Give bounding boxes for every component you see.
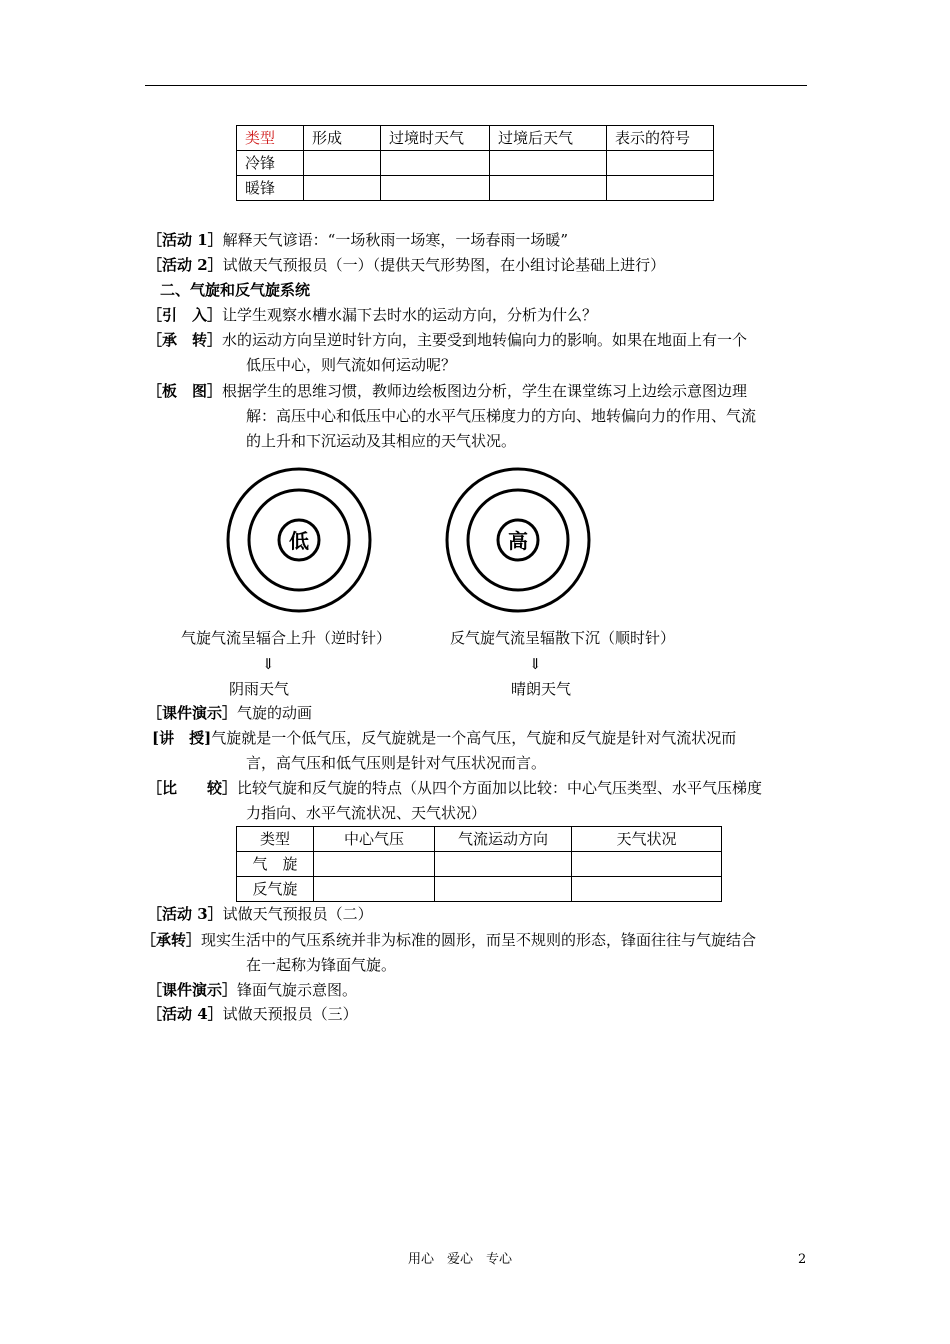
table-header-cell: 过境时天气 (381, 126, 490, 151)
lecture-text-line2: 言，高气压和低气压则是针对气压状况而言。 (246, 754, 547, 772)
table-cell: 气 旋 (237, 852, 314, 877)
demo-tag: ［课件演示］ (147, 981, 238, 999)
activity-text: 试做天气预报员（二） (222, 905, 373, 923)
table-header-cell: 表示的符号 (607, 126, 714, 151)
transition-1-cont: 低压中心，则气流如何运动呢？ (246, 356, 457, 374)
board-text-line2: 解：高压中心和低压中心的水平气压梯度力的方向、地转偏向力的作用、气流 (246, 407, 757, 425)
demo-text: 锋面气旋示意图。 (237, 981, 358, 999)
compare-text-line2: 力指向、水平气流状况、天气状况） (246, 804, 487, 822)
table-cell (572, 877, 722, 902)
transition-2 (141, 928, 756, 952)
table-header-row (237, 126, 714, 151)
table-cell: 反气旋 (237, 877, 314, 902)
page-number: 2 (798, 1252, 807, 1267)
demo-tag: ［课件演示］ (147, 704, 238, 722)
activity-2 (147, 253, 665, 277)
activity-tag: ［活动 4］ (147, 1005, 223, 1023)
compare-tag: ［比 较］ (147, 779, 238, 797)
comparison (147, 776, 762, 800)
compare-text: 比较气旋和反气旋的特点（从四个方面加以比较：中心气压类型、水平气压梯度 (237, 779, 763, 797)
activity-text: 试做天预报员（三） (222, 1005, 358, 1023)
table-header-cell: 气流运动方向 (435, 827, 572, 852)
table-cell: 暖锋 (237, 176, 304, 201)
high-label: 高 (508, 529, 528, 553)
cyclone-caption: 气旋气流呈辐合上升（逆时针） (181, 629, 392, 647)
table-cell (490, 151, 607, 176)
front-comparison-table (236, 125, 714, 201)
transition-2-cont: 在一起称为锋面气旋。 (246, 956, 397, 974)
intro-tag: ［引 入］ (147, 306, 223, 324)
table-cell (314, 852, 435, 877)
table-header-cell: 中心气压 (314, 827, 435, 852)
high-pressure-diagram (447, 469, 589, 611)
activity-text: 试做天气预报员（一）（提供天气形势图，在小组讨论基础上进行） (222, 256, 666, 274)
board-tag: ［板 图］ (147, 382, 223, 400)
table-header-cell: 类型 (237, 827, 314, 852)
low-pressure-diagram (228, 469, 370, 611)
table-cell (304, 151, 381, 176)
table-cell (314, 877, 435, 902)
courseware-demo-2 (147, 978, 357, 1002)
down-arrow-icon: ⇓ (262, 655, 275, 673)
lecture-text: 气旋就是一个低气压，反气旋就是一个高气压，气旋和反气旋是针对气流状况而 (211, 729, 737, 747)
section-title: 二、气旋和反气旋系统 (160, 281, 311, 299)
anticyclone-weather: 晴朗天气 (511, 680, 572, 698)
activity-text: 解释天气谚语：“一场秋雨一场寒，一场春雨一场暖” (222, 231, 569, 249)
pressure-system-diagram (220, 465, 610, 625)
activity-tag: ［活动 3］ (147, 905, 223, 923)
cyclone-weather: 阴雨天气 (229, 680, 290, 698)
footer-motto: 用心 爱心 专心 (408, 1252, 513, 1267)
activity-1 (147, 228, 568, 252)
table-cell (490, 176, 607, 201)
table-row (237, 151, 714, 176)
courseware-demo-1 (147, 701, 312, 725)
transition-1 (147, 328, 747, 352)
board-text-line3: 的上升和下沉运动及其相应的天气状况。 (246, 432, 517, 450)
anticyclone-caption: 反气旋气流呈辐散下沉（顺时针） (450, 629, 676, 647)
table-cell (435, 877, 572, 902)
transition-text: 水的运动方向呈逆时针方向，主要受到地转偏向力的影响。如果在地面上有一个 (222, 331, 748, 349)
transition-tag: ［承 转］ (147, 331, 223, 349)
table-cell (607, 176, 714, 201)
table-cell (381, 176, 490, 201)
activity-tag: ［活动 2］ (147, 256, 223, 274)
activity-tag: ［活动 1］ (147, 231, 223, 249)
transition-tag: ［承转］ (141, 931, 202, 949)
board-text: 根据学生的思维习惯，教师边绘板图边分析，学生在课堂练习上边绘示意图边理 (222, 382, 748, 400)
table-row (237, 176, 714, 201)
down-arrow-icon: ⇓ (529, 655, 542, 673)
cyclone-comparison-table (236, 826, 722, 902)
demo-text: 气旋的动画 (237, 704, 313, 722)
activity-3 (147, 902, 373, 926)
table-cell (435, 852, 572, 877)
transition-text: 现实生活中的气压系统并非为标准的圆形，而呈不规则的形态，锋面往往与气旋结合 (201, 931, 757, 949)
intro-text: 让学生观察水槽水漏下去时水的运动方向，分析为什么？ (222, 306, 598, 324)
table-row (237, 877, 722, 902)
table-header-cell: 形成 (304, 126, 381, 151)
table-header-row (237, 827, 722, 852)
board-drawing (147, 379, 747, 403)
table-cell (304, 176, 381, 201)
table-cell: 冷锋 (237, 151, 304, 176)
intro (147, 303, 597, 327)
lecture (152, 726, 736, 750)
activity-4 (147, 1002, 358, 1026)
table-header-cell: 过境后天气 (490, 126, 607, 151)
header-rule (145, 85, 807, 86)
table-row (237, 852, 722, 877)
low-label: 低 (289, 529, 309, 553)
table-cell (607, 151, 714, 176)
table-cell (572, 852, 722, 877)
table-header-cell: 类型 (237, 126, 304, 151)
table-cell (381, 151, 490, 176)
lecture-tag: [讲 授] (152, 729, 212, 747)
table-header-cell: 天气状况 (572, 827, 722, 852)
